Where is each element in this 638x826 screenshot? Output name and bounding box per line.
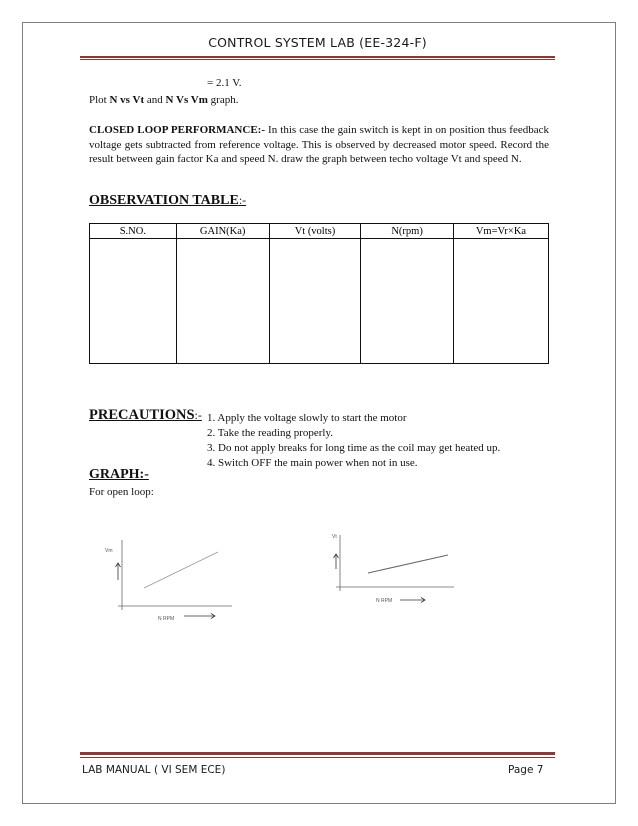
plot-prefix: Plot bbox=[89, 94, 110, 106]
x-axis-label: N RPM bbox=[376, 598, 393, 604]
equation-continuation: = 2.1 V. bbox=[207, 77, 242, 89]
y-axis-label: Vt bbox=[332, 534, 337, 540]
precaution-item: 2. Take the reading properly. bbox=[207, 427, 333, 439]
characteristic-line bbox=[368, 555, 448, 573]
precaution-item: 3. Do not apply breaks for long time as the coil may get heated up. bbox=[207, 442, 501, 454]
table-cell bbox=[90, 239, 177, 364]
table-cell bbox=[176, 239, 269, 364]
plot-suffix: graph. bbox=[207, 94, 239, 106]
col-sno: S.NO. bbox=[90, 224, 177, 239]
precautions-heading-text: PRECAUTIONS bbox=[89, 407, 195, 423]
footer-page-number: Page 7 bbox=[508, 764, 544, 776]
table-cell bbox=[453, 239, 548, 364]
col-n: N(rpm) bbox=[361, 224, 454, 239]
header-rule bbox=[80, 56, 555, 58]
precaution-item: 4. Switch OFF the main power when not in use. bbox=[207, 457, 418, 469]
observation-table bbox=[89, 223, 549, 364]
table-cell bbox=[269, 239, 361, 364]
precautions-heading bbox=[89, 407, 202, 424]
characteristic-line bbox=[144, 552, 218, 588]
open-loop-graph-vm bbox=[100, 530, 240, 630]
footer-rule bbox=[80, 752, 555, 755]
table-row bbox=[90, 239, 549, 364]
footer-rule-thin bbox=[80, 757, 555, 758]
observation-heading bbox=[89, 193, 246, 209]
footer-left: LAB MANUAL ( VI SEM ECE) bbox=[82, 764, 226, 776]
closed-loop-paragraph bbox=[89, 123, 549, 167]
observation-heading-suffix: :- bbox=[238, 193, 247, 207]
observation-heading-text: OBSERVATION TABLE bbox=[89, 193, 239, 208]
closed-loop-heading: CLOSED LOOP PERFORMANCE:- bbox=[89, 124, 265, 136]
open-loop-graph-vt bbox=[318, 525, 458, 610]
plot-bold-1: N vs Vt bbox=[109, 94, 145, 106]
table-header-row bbox=[90, 224, 549, 239]
col-vt: Vt (volts) bbox=[269, 224, 361, 239]
header-rule-thin bbox=[80, 59, 555, 60]
col-gain: GAIN(Ka) bbox=[176, 224, 269, 239]
x-axis-label: N RPM bbox=[158, 616, 175, 622]
graph-subtitle: For open loop: bbox=[89, 486, 154, 498]
table-cell bbox=[361, 239, 454, 364]
precautions-heading-suffix: :- bbox=[194, 408, 202, 422]
arrow-up-icon bbox=[116, 563, 121, 580]
closed-loop-text: In this case the gain switch is kept in on position thus feedback voltage gets subtracted from reference voltage. This is observed by decreased motor speed. Record the result between gain factor Ka and speed N. draw the graph between techo voltage Vt and speed N. bbox=[89, 124, 549, 165]
precaution-item: 1. Apply the voltage slowly to start the motor bbox=[207, 412, 407, 424]
graph-heading: GRAPH:- bbox=[89, 467, 149, 482]
page-header-title: CONTROL SYSTEM LAB (EE-324-F) bbox=[208, 35, 427, 50]
plot-mid: and bbox=[144, 94, 166, 106]
plot-instruction bbox=[89, 93, 238, 108]
arrow-right-icon bbox=[400, 598, 425, 603]
arrow-right-icon bbox=[184, 614, 215, 619]
col-vm: Vm=Vr×Ka bbox=[453, 224, 548, 239]
arrow-up-icon bbox=[334, 554, 339, 569]
y-axis-label: Vm bbox=[105, 548, 113, 554]
plot-bold-2: N Vs Vm bbox=[165, 94, 208, 106]
